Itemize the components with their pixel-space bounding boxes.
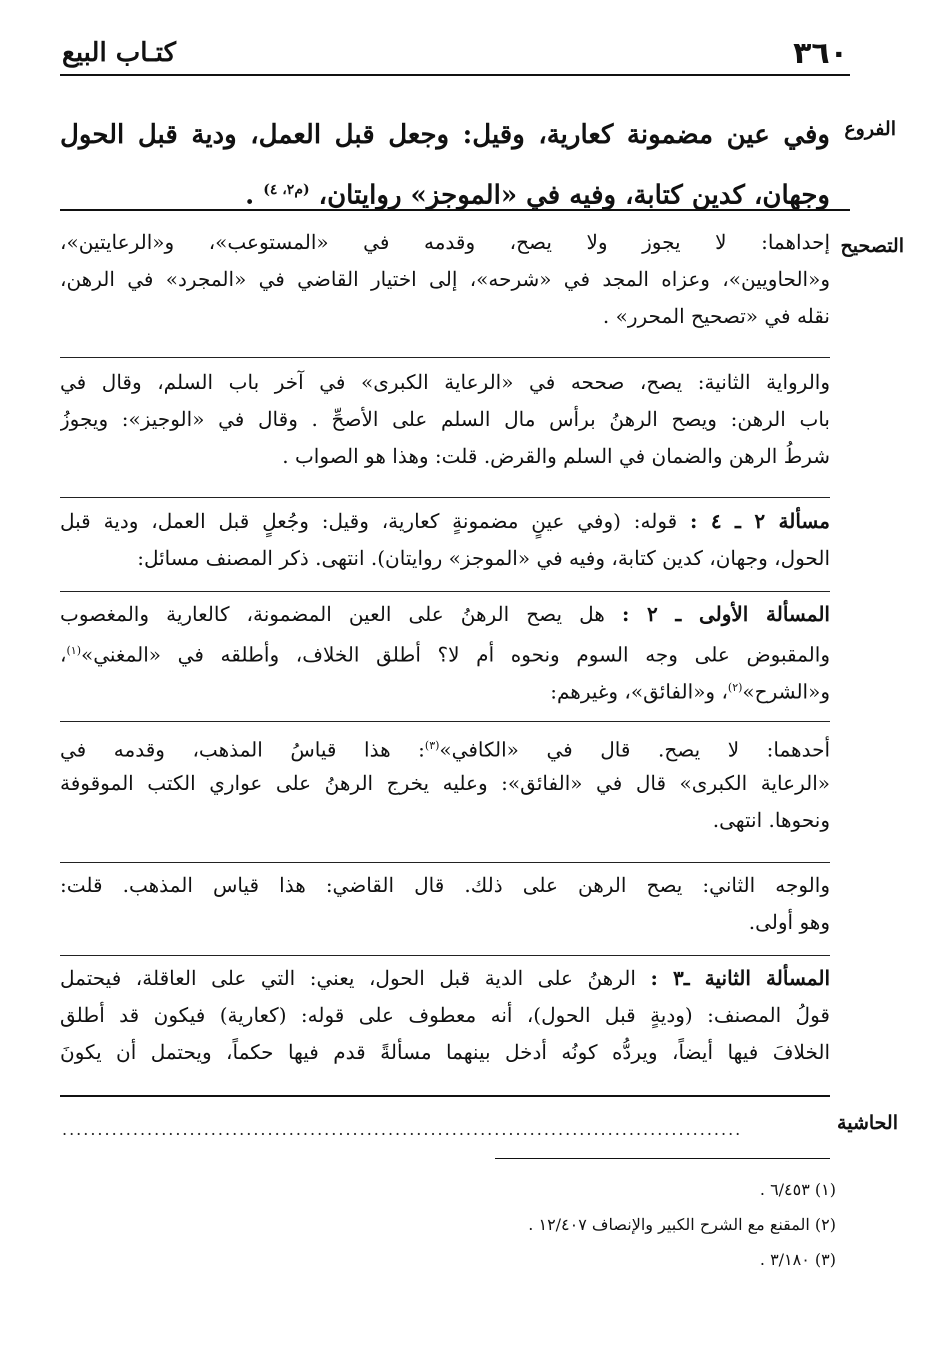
masala-heading: المسألة الأولى ـ ٢ : xyxy=(621,602,830,626)
text-bottom-rule xyxy=(60,1095,830,1097)
text-line: و«الحاويين»، وعزاه المجد في «شرحه»، إلى اختيار القاضي في «المجرد» في الرهن، xyxy=(60,266,830,291)
page-header xyxy=(60,30,850,76)
furu-ref: (م٢، ٤) xyxy=(263,182,310,198)
tashih-paragraph-1 xyxy=(60,224,830,334)
text-line xyxy=(60,633,830,670)
tashih-label: التصحيح xyxy=(840,235,904,257)
text-line xyxy=(60,960,830,997)
footnote-3: (٣) ٣/١٨٠ . xyxy=(759,1250,836,1269)
text-line xyxy=(60,728,830,765)
footnote-1: (١) ٦/٤٥٣ . xyxy=(759,1180,836,1199)
text-line xyxy=(60,503,830,540)
text-line: ونحوها. انتهى. xyxy=(712,807,830,832)
text-run: : هذا قياسُ المذهب، وقدمه في xyxy=(60,737,425,762)
text-run: و«الشرح» xyxy=(742,679,830,704)
furu-line-text: وجهان، كدين كتابة، وفيه في «الموجز» روايتان، xyxy=(318,180,830,211)
paragraph-divider xyxy=(60,357,830,358)
text-line: «الرعاية الكبرى» قال في «الفائق»: وعليه يخرج الرهنُ على عواري الكتب الموقوفة xyxy=(60,770,830,795)
furu-line: وجهان، كدين كتابة، وفيه في «الموجز» روايتان، $^{(م٢، ٤)}$ . xyxy=(245,180,830,211)
text-line: الخلافَ فيها أيضاً، ويردُّه كونُه أدخل بينهما مسألةً قدم فيها حكماً، ويحتمل أن يكونَ xyxy=(60,1039,830,1064)
text-line: قولُ المصنف: (وديةٍ قبل الحول)، أنه معطوف على قوله: (كعارية) فيكون قد أطلق xyxy=(60,1002,830,1027)
text-line xyxy=(60,670,830,707)
paragraph-divider xyxy=(60,591,830,592)
text-line: والوجه الثاني: يصح الرهن على ذلك. قال القاضي: هذا قياس المذهب. قلت: xyxy=(60,873,830,897)
text-run: أحدهما: لا يصح. قال في «الكافي» xyxy=(439,737,830,762)
text-run: قوله: (وفي عينٍ مضمونةٍ كعارية، وقيل: وجُعلٍ قبل العمل، ودية قبل xyxy=(60,509,678,533)
paragraph-divider xyxy=(60,955,830,956)
text-line: باب الرهن: ويصح الرهنُ برأس مال السلم على الأصحِّ . وقال في «الوجيز»: ويجوزُ xyxy=(60,406,830,431)
paragraph-divider xyxy=(60,862,830,863)
text-line: نقله في «تصحيح المحرر» . xyxy=(602,303,830,328)
text-run: الرهنُ على الدية قبل الحول، يعني: التي على العاقلة، فيحتمل xyxy=(60,966,636,990)
footnote-2: (٢) المقنع مع الشرح الكبير والإنصاف ١٢/٤٠٧ . xyxy=(528,1215,836,1234)
masala-heading: مسألة ٢ ـ ٤ : xyxy=(690,509,830,533)
page-number: ٣٦٠ xyxy=(793,36,848,71)
masala-second xyxy=(60,960,830,1070)
wajh-second xyxy=(60,867,830,941)
wajh-first xyxy=(60,728,830,838)
running-title: كتـاب البيع xyxy=(62,38,176,68)
tashih-paragraph-2 xyxy=(60,364,830,474)
text-line: وهو أولى. xyxy=(748,909,830,934)
footnotes xyxy=(60,1172,836,1277)
hashiya-dotted-line: ................................................................................................ xyxy=(62,1120,743,1139)
furu-line: وفي عين مضمونة كعارية، وقيل: وجعل قبل العمل، ودية قبل الحول xyxy=(60,120,830,150)
text-line xyxy=(60,596,830,633)
furu-divider xyxy=(60,209,850,211)
text-line: الحول، وجهان، كدين كتابة، وفيه في «الموجز» روايتان). انتهى. ذكر المصنف مسائل: xyxy=(137,545,830,570)
footnote-separator xyxy=(495,1158,830,1159)
paragraph-divider xyxy=(60,721,830,722)
text-run: هل يصح الرهنُ على العين المضمونة، كالعارية والمغصوب xyxy=(60,602,605,626)
furu-label: الفروع xyxy=(844,118,896,140)
text-line: والرواية الثانية: يصح، صححه في «الرعاية الكبرى» في آخر باب السلم، وقال في xyxy=(60,370,830,394)
text-line: شرطُ الرهن والضمان في السلم والقرض. قلت: وهذا هو الصواب . xyxy=(282,443,830,468)
paragraph-divider xyxy=(60,497,830,498)
text-run: ، xyxy=(60,642,67,667)
masala-heading: المسألة الثانية ـ٣ : xyxy=(650,966,830,990)
text-line: إحداهما: لا يجوز ولا يصح، وقدمه في «المستوعب»، و«الرعايتين»، xyxy=(60,230,830,254)
footnote-ref-3[interactable]: (٣) xyxy=(424,739,440,752)
masala-2-4 xyxy=(60,503,830,577)
footnote-ref-1[interactable]: (١) xyxy=(66,643,81,657)
text-run: والمقبوض على وجه السوم ونحوه أم لا؟ أطلق الخلاف، وأطلقه في «المغني» xyxy=(80,642,830,667)
masala-first xyxy=(60,596,830,706)
hashiya-label: الحاشية xyxy=(837,1112,898,1134)
footnote-ref-2[interactable]: (٢) xyxy=(727,680,743,694)
furu-text xyxy=(60,108,830,218)
text-run: ، و«الفائق»، وغيرهم: xyxy=(550,679,728,704)
